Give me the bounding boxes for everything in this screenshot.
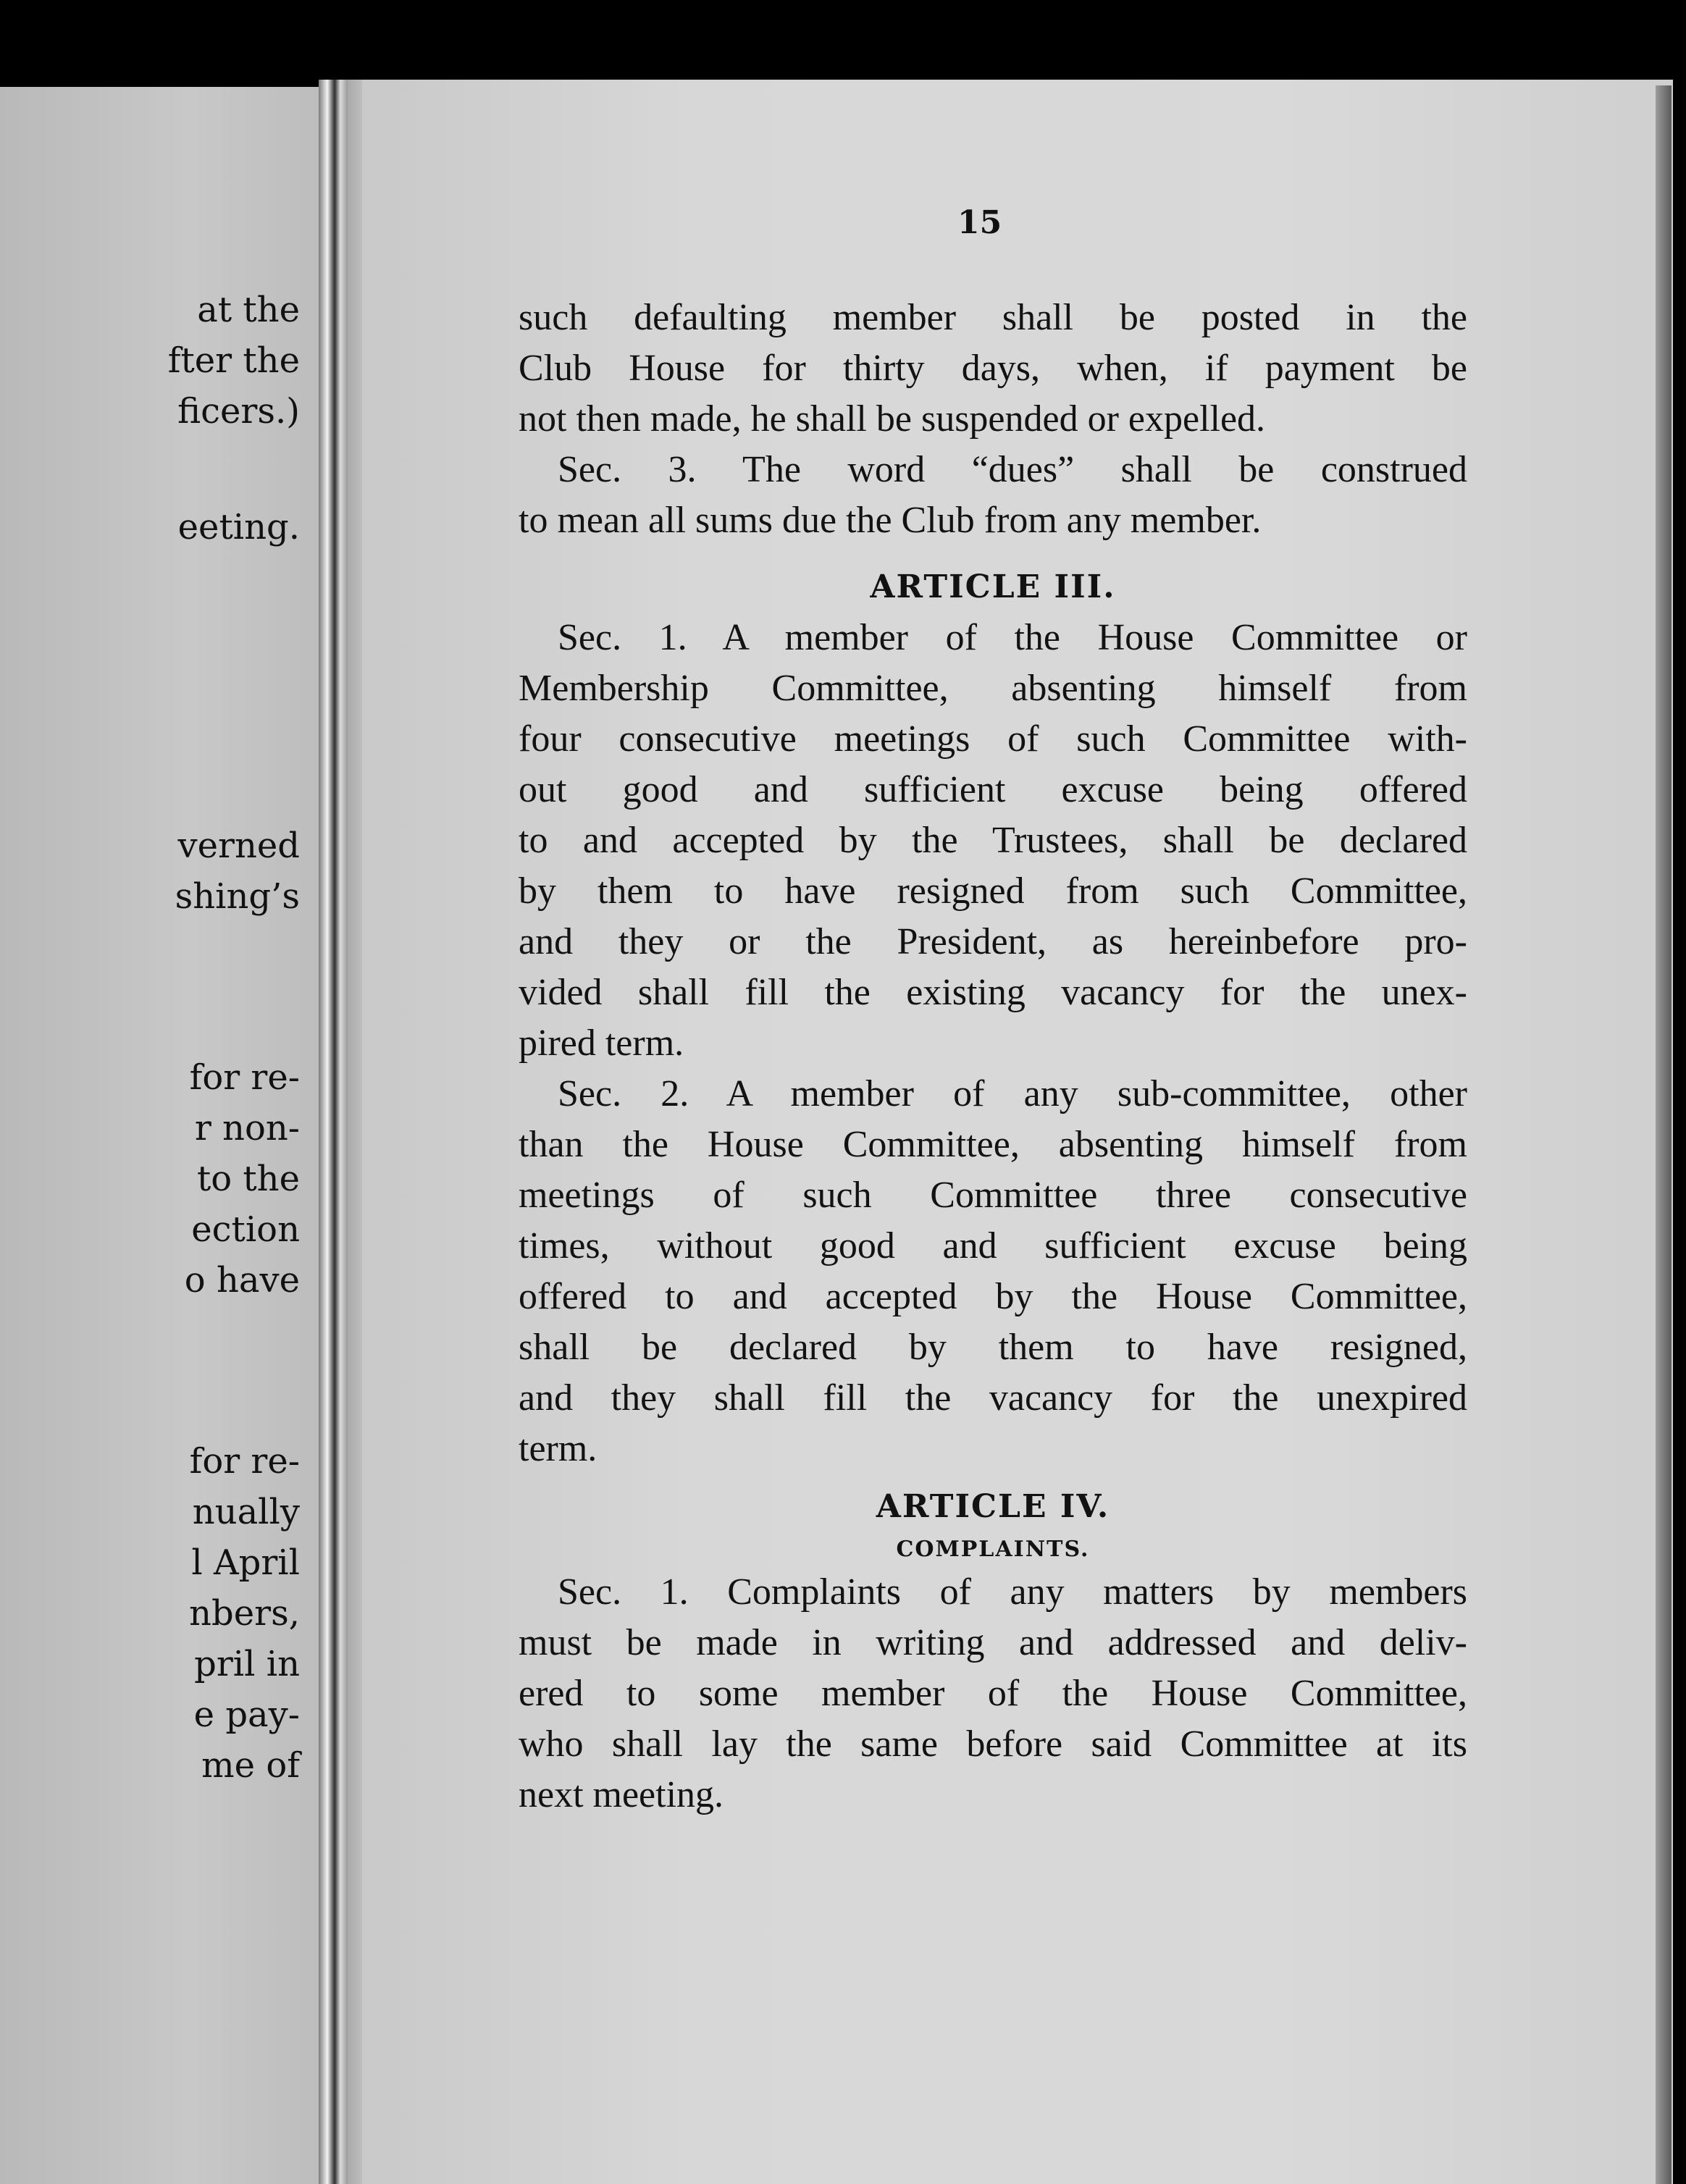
article-iii-heading: ARTICLE III. [870,568,1116,605]
text-line: Membership Committee, absenting himself from [519,668,1467,709]
text-line: Sec. 3. The word “dues” shall be construed [558,449,1467,490]
text-line: pired term. [519,1022,684,1064]
facing-page-line: for re- [189,1057,300,1098]
text-line: out good and sufficient excuse being offered [519,769,1467,810]
text-line: shall be declared by them to have resigned, [519,1327,1467,1368]
facing-page-line: shing’s [175,876,300,917]
facing-page-line: nbers, [189,1593,300,1634]
text-line: Club House for thirty days, when, if payment be [519,348,1467,389]
facing-page-line: r non- [194,1108,300,1148]
section-3 [519,445,1467,546]
facing-page-line: eeting. [177,507,300,547]
text-line: next meeting. [519,1774,724,1815]
facing-page-line: ection [191,1209,300,1250]
text-line: Sec. 1. Complaints of any matters by members [558,1571,1467,1613]
article-iii-section-2 [519,1069,1467,1474]
text-line: not then made, he shall be suspended or expelled. [519,398,1266,440]
text-line: who shall lay the same before said Committee at its [519,1723,1467,1765]
facing-page-line: to the [196,1159,300,1199]
text-line: than the House Committee, absenting himself from [519,1124,1467,1165]
facing-page-line: nually [192,1492,300,1532]
text-line: vided shall fill the existing vacancy for the unex- [519,972,1467,1013]
text-line: by them to have resigned from such Committee, [519,870,1467,912]
text-line: to and accepted by the Trustees, shall be declared [519,820,1467,861]
facing-page-line: verned [177,826,300,866]
facing-page-fragment [0,87,319,2184]
facing-page-line: me of [201,1745,300,1786]
facing-page-line: e pay- [193,1694,300,1735]
facing-page-line: for re- [189,1441,300,1482]
continued-section [519,293,1467,445]
text-line: ered to some member of the House Committee, [519,1673,1467,1714]
text-line: offered to and accepted by the House Committee, [519,1276,1467,1317]
text-line: must be made in writing and addressed and deliv- [519,1622,1467,1663]
facing-page-line: o have [184,1260,300,1301]
facing-page-line: ficers.) [177,391,300,432]
text-line: four consecutive meetings of such Committee with- [519,718,1467,760]
text-line: to mean all sums due the Club from any member. [519,500,1262,541]
article-iv-subheading: COMPLAINTS. [896,1537,1090,1562]
text-line: Sec. 1. A member of the House Committee or [558,617,1467,658]
text-line: and they or the President, as hereinbefore pro- [519,921,1467,962]
page-number: 15 [957,204,1002,241]
facing-page-line: at the [197,290,300,330]
article-iv-heading: ARTICLE IV. [876,1488,1110,1525]
text-line: meetings of such Committee three consecutive [519,1175,1467,1216]
facing-page-line: fter the [167,340,300,381]
text-line: Sec. 2. A member of any sub-committee, other [558,1073,1467,1114]
article-iv-section-1 [519,1567,1467,1820]
text-line: and they shall fill the vacancy for the unexpired [519,1377,1467,1419]
page-text [519,293,1467,1820]
text-line: times, without good and sufficient excuse being [519,1225,1467,1267]
text-line: term. [519,1428,597,1469]
facing-page-line: l April [191,1542,300,1583]
book-binding [319,80,348,2184]
facing-page-line: pril in [194,1644,300,1684]
page-edge-shadow [1656,85,1672,2184]
text-line: such defaulting member shall be posted in the [519,297,1467,338]
article-iii-section-1 [519,613,1467,1069]
